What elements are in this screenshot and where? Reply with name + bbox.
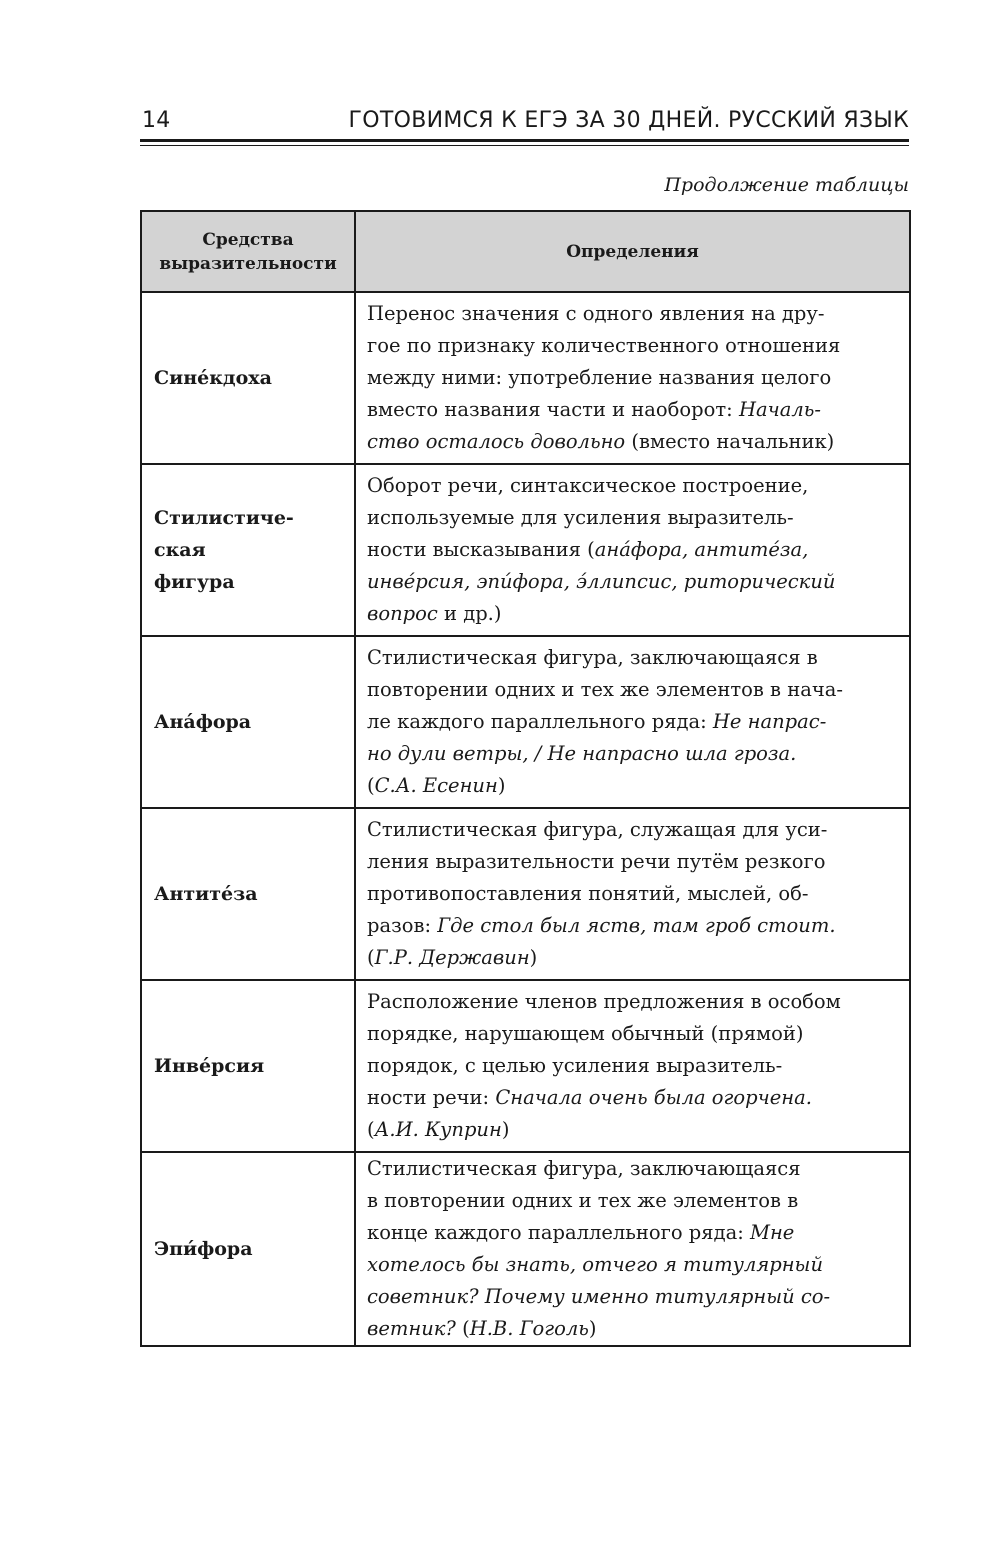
table-row — [141, 808, 910, 980]
definition-text: конце каждого параллельного ряда: — [367, 1221, 750, 1244]
definition-text: ле каждого параллельного ряда: — [367, 710, 713, 733]
definition-text: разов: — [367, 914, 438, 937]
definition-text: ности речи: — [367, 1086, 496, 1109]
running-title: ГОТОВИМСЯ К ЕГЭ ЗА 30 ДНЕЙ. РУССКИЙ ЯЗЫК — [348, 108, 909, 133]
term-line: Антите́за — [154, 883, 258, 905]
definition-text: (вместо начальник) — [625, 430, 835, 453]
definition-text: и др.) — [437, 602, 502, 625]
definition-text: повторении одних и тех же элементов в нача- — [367, 678, 843, 701]
table-row — [141, 292, 910, 464]
term-line: фигура — [154, 571, 235, 593]
definition-text: порядок, с целью усиления выразитель- — [367, 1054, 783, 1077]
term-cell — [141, 636, 355, 808]
definition-text: ления выразительности речи путём резкого — [367, 850, 826, 873]
table-header-row — [141, 211, 910, 292]
term-cell — [141, 808, 355, 980]
table-row — [141, 464, 910, 636]
definition-text: Перенос значения с одного явления на дру- — [367, 302, 825, 325]
term-line: Ана́фора — [154, 711, 252, 733]
column-header-term: Средства выразительности — [141, 211, 355, 292]
header-rule-thick — [140, 139, 909, 142]
definition-text: ) — [588, 1317, 597, 1340]
definition-text: Стилистическая фигура, заключающаяся в — [367, 646, 818, 669]
term-line: Эпи́фора — [154, 1238, 253, 1260]
definition-text: ( — [367, 946, 375, 969]
definition-text: Стилистическая фигура, служащая для уси- — [367, 818, 828, 841]
term-cell — [141, 980, 355, 1152]
term-line: ская — [154, 539, 206, 561]
definition-text: Стилистическая фигура, заключающаяся — [367, 1157, 801, 1180]
definition-cell — [355, 636, 910, 808]
definition-text: между ними: употребление названия целого — [367, 366, 832, 389]
definition-text: ( — [455, 1317, 470, 1340]
definition-text: ( — [367, 1118, 375, 1141]
definition-text: ( — [367, 774, 375, 797]
definition-text: ) — [529, 946, 538, 969]
definition-text: ности высказывания ( — [367, 538, 595, 561]
definition-text: Оборот речи, синтаксическое построение, — [367, 474, 809, 497]
definition-text: используемые для усиления выразитель- — [367, 506, 794, 529]
example-text: но дули ветры, / Не напрасно шла гроза. — [367, 742, 797, 765]
example-text: С.А. Есенин — [374, 774, 498, 797]
definition-cell — [355, 1152, 910, 1346]
example-text: советник? Почему именно титулярный со- — [367, 1285, 831, 1308]
column-header-definition: Определения — [355, 211, 910, 292]
example-text: Сначала очень была огорчена. — [495, 1086, 812, 1109]
example-text: Началь- — [738, 398, 821, 421]
table-row — [141, 980, 910, 1152]
term-cell — [141, 464, 355, 636]
example-text: Мне — [749, 1221, 795, 1244]
definition-text: в повторении одних и тех же элементов в — [367, 1189, 799, 1212]
example-text: Не напрас- — [712, 710, 827, 733]
definition-text: вместо названия части и наоборот: — [367, 398, 739, 421]
definition-text: ) — [497, 774, 506, 797]
example-text: А.И. Куприн — [374, 1118, 502, 1141]
term-line: Стилистиче- — [154, 507, 294, 529]
table-row — [141, 1152, 910, 1346]
example-text: Н.В. Гоголь — [469, 1317, 589, 1340]
page-header — [140, 100, 909, 140]
example-text: ство осталось довольно — [367, 430, 626, 453]
table-row — [141, 636, 910, 808]
example-text: Где стол был яств, там гроб стоит. — [437, 914, 836, 937]
term-cell — [141, 1152, 355, 1346]
definition-cell — [355, 292, 910, 464]
definition-text: противопоставления понятий, мыслей, об- — [367, 882, 809, 905]
example-text: хотелось бы знать, отчего я титулярный — [367, 1253, 824, 1276]
example-text: Г.Р. Державин — [374, 946, 530, 969]
example-text: ветник? — [367, 1317, 456, 1340]
page-number: 14 — [142, 108, 171, 133]
example-text: ана́фора, антите́за, — [594, 538, 809, 561]
term-line: Сине́кдоха — [154, 367, 272, 389]
definition-cell — [355, 808, 910, 980]
example-text: инве́рсия, эпи́фора, э́ллипсис, риторический — [367, 570, 836, 593]
definition-text: порядке, нарушающем обычный (прямой) — [367, 1022, 804, 1045]
definition-text: гое по признаку количественного отношения — [367, 334, 841, 357]
term-line: Инве́рсия — [154, 1055, 265, 1077]
definition-text: ) — [501, 1118, 510, 1141]
term-cell — [141, 292, 355, 464]
example-text: вопрос — [367, 602, 438, 625]
definition-text: Расположение членов предложения в особом — [367, 990, 841, 1013]
definition-cell — [355, 980, 910, 1152]
definition-cell — [355, 464, 910, 636]
header-rule-thin — [140, 145, 909, 146]
table-continuation-note: Продолжение таблицы — [664, 174, 909, 196]
figures-of-speech-table — [140, 210, 911, 1347]
